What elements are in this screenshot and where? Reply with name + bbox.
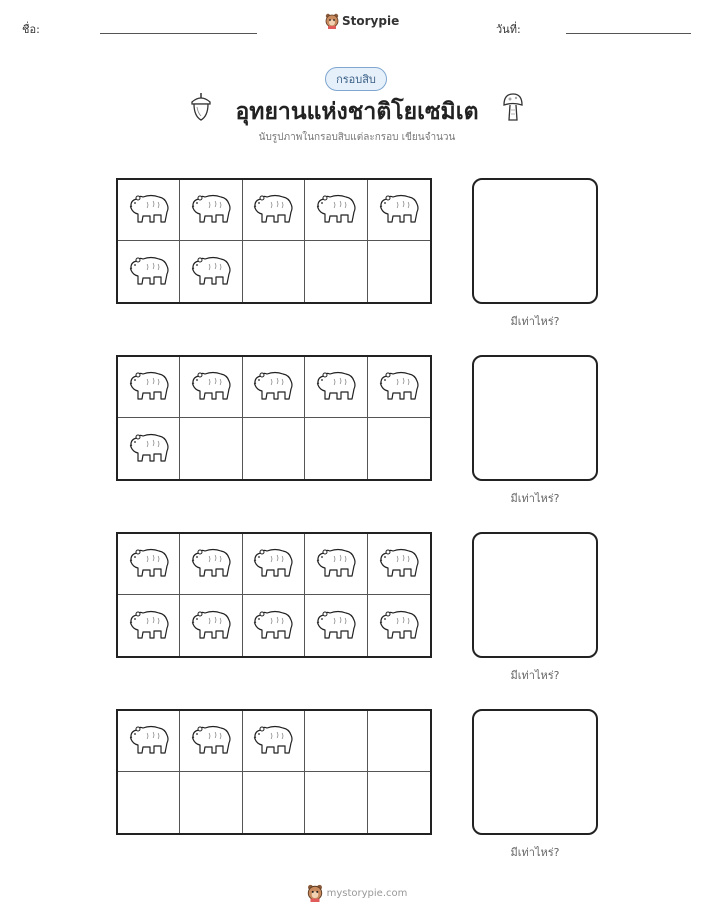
footer-site: mystorypie.com bbox=[326, 887, 408, 899]
bear-icon bbox=[189, 252, 233, 292]
answer-box[interactable] bbox=[472, 355, 598, 481]
ten-frame-cell bbox=[243, 534, 305, 595]
ten-frame-cell bbox=[118, 180, 180, 241]
bear-icon bbox=[377, 544, 421, 584]
bear-icon bbox=[377, 606, 421, 646]
ten-frame bbox=[116, 355, 432, 481]
ten-frame-cell bbox=[118, 595, 180, 656]
ten-frame-cell bbox=[305, 772, 367, 833]
bear-icon bbox=[314, 367, 358, 407]
bear-icon bbox=[127, 252, 171, 292]
ten-frame-cell bbox=[118, 241, 180, 302]
ten-frame-cell bbox=[305, 357, 367, 418]
brand-logo bbox=[325, 13, 399, 29]
bear-icon bbox=[314, 606, 358, 646]
ten-frame-cell bbox=[368, 772, 430, 833]
ten-frame-cell bbox=[180, 180, 242, 241]
bear-icon bbox=[127, 429, 171, 469]
ten-frame-cell bbox=[305, 711, 367, 772]
bear-icon bbox=[189, 190, 233, 230]
name-line[interactable] bbox=[100, 33, 257, 34]
bear-icon bbox=[314, 190, 358, 230]
instructions: นับรูปภาพในกรอบสิบแต่ละกรอบ เขียนจำนวน bbox=[258, 132, 456, 143]
answer-prompt: มีเท่าไหร่? bbox=[510, 669, 560, 682]
ten-frame-cell bbox=[243, 241, 305, 302]
ten-frame bbox=[116, 709, 432, 835]
bear-icon bbox=[314, 544, 358, 584]
answer-prompt: มีเท่าไหร่? bbox=[510, 846, 560, 859]
ten-frame-cell bbox=[305, 418, 367, 479]
ten-frame-cell bbox=[368, 595, 430, 656]
ten-frame-cell bbox=[243, 711, 305, 772]
bear-icon bbox=[189, 606, 233, 646]
ten-frame-cell bbox=[118, 711, 180, 772]
ten-frame-cell bbox=[305, 595, 367, 656]
answer-prompt: มีเท่าไหร่? bbox=[510, 315, 560, 328]
ten-frame-cell bbox=[118, 418, 180, 479]
bear-icon bbox=[189, 544, 233, 584]
ten-frame-cell bbox=[243, 772, 305, 833]
footer bbox=[0, 884, 714, 902]
ten-frame-cell bbox=[305, 180, 367, 241]
bear-icon bbox=[189, 721, 233, 761]
bear-icon bbox=[251, 367, 295, 407]
bear-icon bbox=[127, 721, 171, 761]
bear-icon bbox=[127, 367, 171, 407]
ten-frame-cell bbox=[368, 418, 430, 479]
bear-icon bbox=[127, 606, 171, 646]
ten-frame-cell bbox=[243, 180, 305, 241]
answer-prompt: มีเท่าไหร่? bbox=[510, 492, 560, 505]
ten-frame-cell bbox=[180, 711, 242, 772]
ten-frame bbox=[116, 178, 432, 304]
storypie-mascot-icon bbox=[325, 13, 339, 29]
bear-icon bbox=[251, 721, 295, 761]
mushroom-icon bbox=[502, 92, 524, 122]
ten-frame-cell bbox=[180, 418, 242, 479]
bear-icon bbox=[251, 190, 295, 230]
ten-frame-cell bbox=[368, 180, 430, 241]
bear-icon bbox=[251, 606, 295, 646]
ten-frame-cell bbox=[368, 711, 430, 772]
ten-frame-cell bbox=[180, 241, 242, 302]
ten-frame-cell bbox=[118, 772, 180, 833]
ten-frame-cell bbox=[243, 357, 305, 418]
ten-frame bbox=[116, 532, 432, 658]
ten-frame-cell bbox=[368, 357, 430, 418]
date-label: วันที่: bbox=[496, 23, 521, 36]
topic-badge: กรอบสิบ bbox=[325, 67, 387, 91]
bear-icon bbox=[251, 544, 295, 584]
ten-frame-cell bbox=[180, 595, 242, 656]
bear-icon bbox=[377, 367, 421, 407]
name-label: ชื่อ: bbox=[22, 23, 40, 36]
date-line[interactable] bbox=[566, 33, 691, 34]
bear-icon bbox=[127, 544, 171, 584]
ten-frame-cell bbox=[180, 534, 242, 595]
storypie-mascot-icon bbox=[307, 884, 323, 902]
bear-icon bbox=[189, 367, 233, 407]
page-title: อุทยานแห่งชาติโยเซมิเต bbox=[235, 99, 479, 125]
brand-name: Storypie bbox=[342, 14, 400, 28]
ten-frame-cell bbox=[180, 772, 242, 833]
ten-frame-cell bbox=[305, 534, 367, 595]
bear-icon bbox=[127, 190, 171, 230]
ten-frame-cell bbox=[305, 241, 367, 302]
ten-frame-cell bbox=[243, 595, 305, 656]
ten-frame-cell bbox=[118, 357, 180, 418]
answer-box[interactable] bbox=[472, 532, 598, 658]
ten-frame-cell bbox=[118, 534, 180, 595]
answer-box[interactable] bbox=[472, 178, 598, 304]
ten-frame-cell bbox=[243, 418, 305, 479]
ten-frame-cell bbox=[368, 534, 430, 595]
answer-box[interactable] bbox=[472, 709, 598, 835]
ten-frame-cell bbox=[368, 241, 430, 302]
ten-frame-cell bbox=[180, 357, 242, 418]
bear-icon bbox=[377, 190, 421, 230]
